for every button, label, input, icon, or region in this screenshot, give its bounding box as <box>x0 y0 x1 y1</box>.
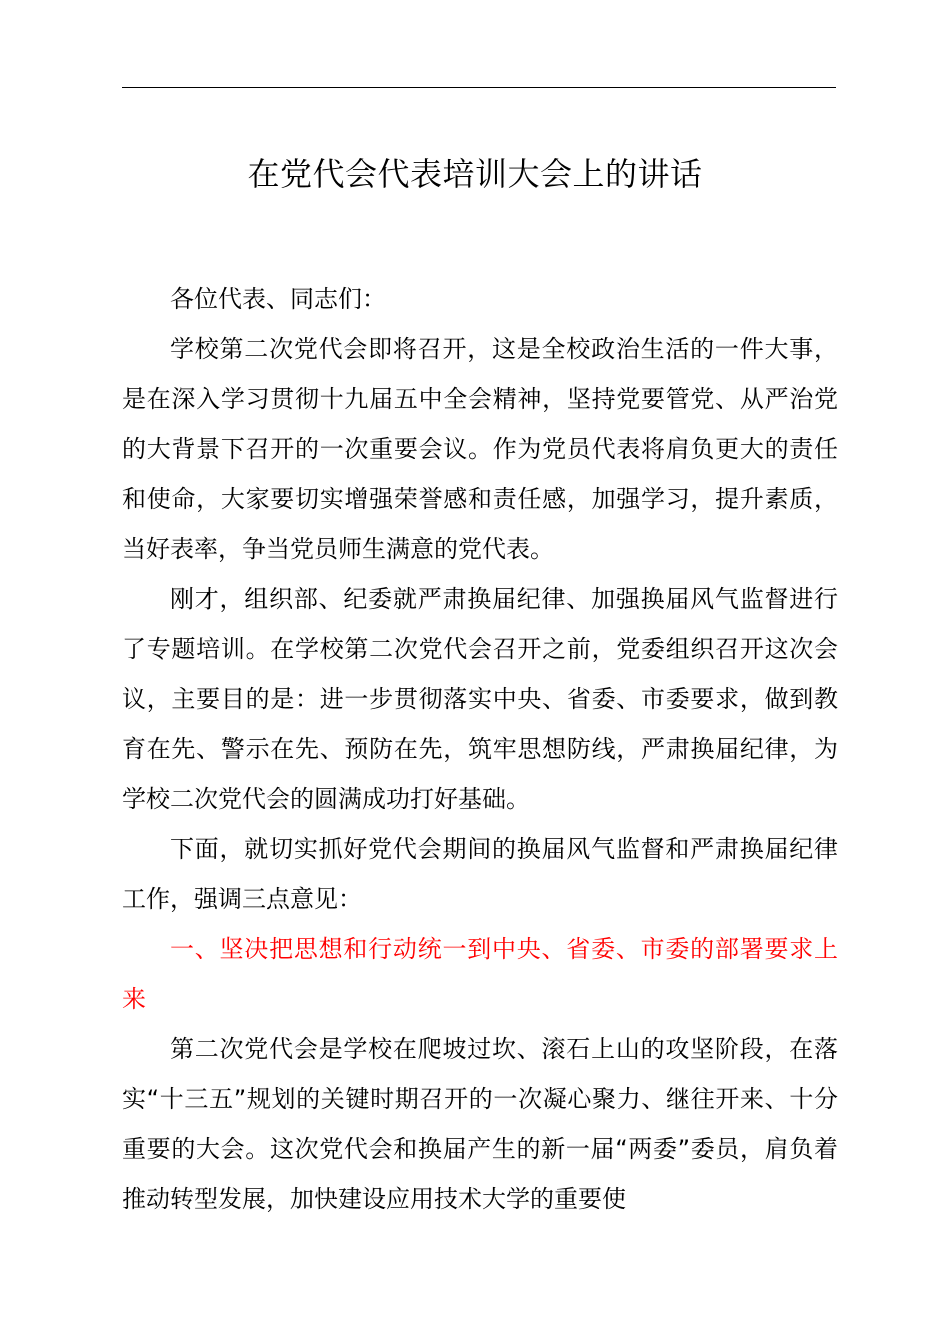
header-rule <box>122 87 836 88</box>
paragraph-points: 下面，就切实抓好党代会期间的换届风气监督和严肃换届纪律工作，强调三点意见： <box>122 835 838 913</box>
salutation: 各位代表、同志们： <box>170 285 386 313</box>
paragraph-intro: 学校第二次党代会即将召开，这是全校政治生活的一件大事，是在深入学习贯彻十九届五中全会精神，坚持党要管党、从严治党的大背景下召开的一次重要会议。作为党员代表将肩负更大的责任和使命，大家要切实增强荣誉感和责任感，加强学习，提升素质，当好表率，争当党员师生满意的党代表。 <box>122 335 838 563</box>
section-paragraph-1: 第二次党代会是学校在爬坡过坎、滚石上山的攻坚阶段，在落实“十三五”规划的关键时期召开的一次凝心聚力、继往开来、十分重要的大会。这次党代会和换届产生的新一届“两委”委员，肩负着推动转型发展，加快建设应用技术大学的重要使 <box>122 1035 838 1213</box>
document-title: 在党代会代表培训大会上的讲话 <box>247 155 703 193</box>
paragraph-training: 刚才，组织部、纪委就严肃换届纪律、加强换届风气监督进行了专题培训。在学校第二次党代会召开之前，党委组织召开这次会议，主要目的是：进一步贯彻落实中央、省委、市委要求，做到教育在先、警示在先、预防在先，筑牢思想防线，严肃换届纪律，为学校二次党代会的圆满成功打好基础。 <box>122 585 838 813</box>
document-body <box>122 274 838 1224</box>
section-heading-1: 一、坚决把思想和行动统一到中央、省委、市委的部署要求上来 <box>122 935 838 1013</box>
